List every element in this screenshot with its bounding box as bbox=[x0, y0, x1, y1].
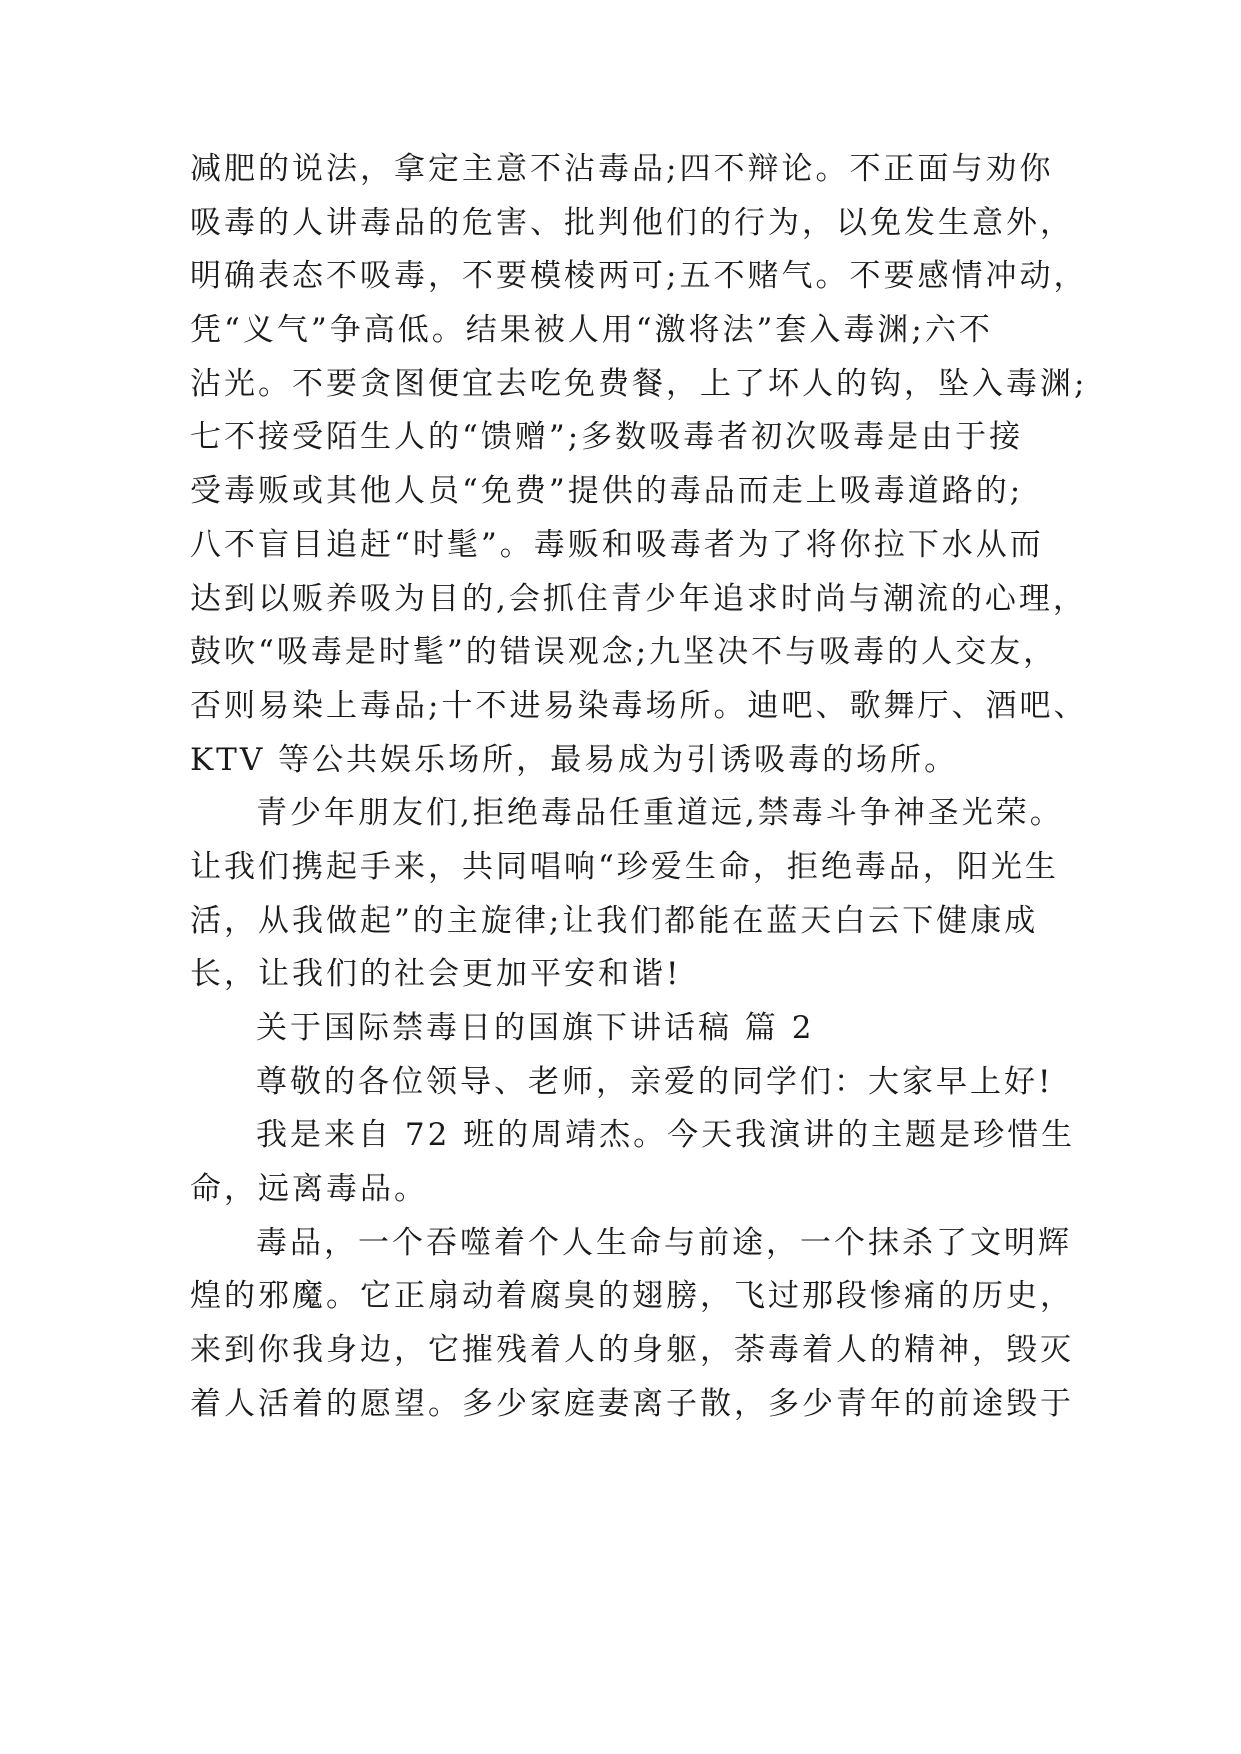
document-body bbox=[190, 143, 1088, 1432]
text-line: 让我们携起手来，共同唱响“珍爱生命，拒绝毒品，阳光生 bbox=[190, 848, 1059, 885]
text-line: 受毒贩或其他人员“免费”提供的毒品而走上吸毒道路的; bbox=[190, 473, 1024, 510]
text-line: 吸毒的人讲毒品的危害、批判他们的行为，以免发生意外， bbox=[190, 204, 1074, 241]
text-line: 鼓吹“吸毒是时髦”的错误观念;九坚决不与吸毒的人交友， bbox=[190, 634, 1058, 671]
text-line: 煌的邪魔。它正扇动着腐臭的翅膀，飞过那段惨痛的历史， bbox=[190, 1278, 1074, 1315]
paragraph-start-line: 我是来自 72 班的周靖杰。今天我演讲的主题是珍惜生 bbox=[256, 1117, 1076, 1154]
text-line: 凭“义气”争高低。结果被人用“激将法”套入毒渊;六不 bbox=[190, 312, 993, 349]
text-line: 长，让我们的社会更加平安和谐! bbox=[190, 956, 682, 993]
text-line: 否则易染上毒品;十不进易染毒场所。迪吧、歌舞厅、酒吧、 bbox=[190, 687, 1088, 724]
text-line: 明确表态不吸毒，不要模棱两可;五不赌气。不要感情冲动， bbox=[190, 258, 1088, 295]
paragraph-start-line: 青少年朋友们,拒绝毒品任重道远,禁毒斗争神圣光荣。 bbox=[256, 795, 1064, 832]
text-line: 沾光。不要贪图便宜去吃免费餐，上了坏人的钩，坠入毒渊; bbox=[190, 365, 1088, 402]
text-line: 减肥的说法，拿定主意不沾毒品;四不辩论。不正面与劝你 bbox=[190, 151, 1054, 187]
text-line: KTV 等公共娱乐场所，最易成为引诱吸毒的场所。 bbox=[190, 741, 959, 778]
greeting-line: 尊敬的各位领导、老师，亲爱的同学们：大家早上好! bbox=[256, 1063, 1054, 1100]
text-line: 命，远离毒品。 bbox=[190, 1171, 428, 1208]
text-line: 达到以贩养吸为目的,会抓住青少年追求时尚与潮流的心理， bbox=[190, 580, 1087, 617]
text-line: 八不盲目追赶“时髦”。毒贩和吸毒者为了将你拉下水从而 bbox=[190, 526, 1044, 563]
text-line: 活，从我做起”的主旋律;让我们都能在蓝天白云下健康成 bbox=[190, 902, 1039, 939]
text-line: 七不接受陌生人的“馈赠”;多数吸毒者初次吸毒是由于接 bbox=[190, 419, 1024, 456]
text-line: 着人活着的愿望。多少家庭妻离子散，多少青年的前途毁于 bbox=[190, 1385, 1074, 1422]
text-line: 来到你我身边，它摧残着人的身躯，荼毒着人的精神，毁灭 bbox=[190, 1332, 1074, 1369]
paragraph-start-line: 毒品，一个吞噬着个人生命与前途，一个抹杀了文明辉 bbox=[256, 1224, 1072, 1261]
section-title: 关于国际禁毒日的国旗下讲话稿 篇 2 bbox=[256, 1010, 815, 1046]
